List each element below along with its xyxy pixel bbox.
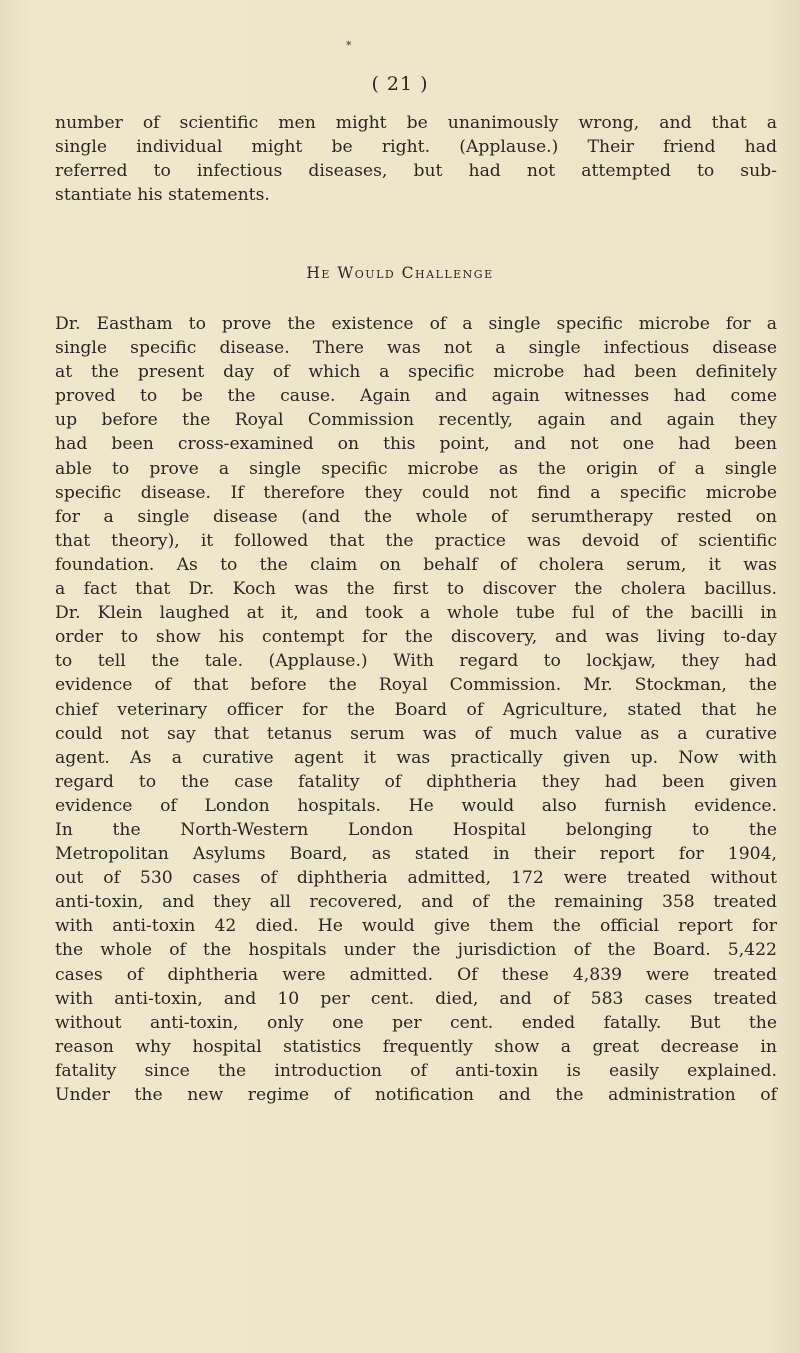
page-number: ( 21 ) (371, 73, 429, 95)
text-line: In the North-Western London Hospital belonging to the (55, 819, 777, 840)
text-line: regard to the case fatality of diphtheria they had been given (55, 771, 777, 792)
paragraph-1 (55, 111, 777, 207)
text-line: had been cross-examined on this point, and not one had been (55, 434, 777, 455)
text-line: evidence of London hospitals. He would also furnish evidence. (55, 795, 777, 816)
text-line: could not say that tetanus serum was of much value as a curative (55, 723, 777, 744)
text-line: agent. As a curative agent it was practically given up. Now with (55, 747, 777, 768)
text-line: number of scientific men might be unanimously wrong, and that a (55, 113, 777, 133)
text-line: single specific disease. There was not a single infectious disease (55, 338, 777, 359)
section-heading: He Would Challenge (306, 264, 494, 282)
text-line: that theory), it followed that the practice was devoid of scientific (55, 530, 777, 551)
text-line: cases of diphtheria were admitted. Of these 4,839 were treated (55, 964, 777, 985)
text-line: chief veterinary officer for the Board of Agriculture, stated that he (55, 699, 777, 720)
text-line: evidence of that before the Royal Commission. Mr. Stockman, the (55, 675, 777, 696)
paragraph-2 (55, 312, 777, 1107)
text-line: Under the new regime of notification and the administration of (55, 1085, 777, 1105)
text-line: for a single disease (and the whole of serumtherapy rested on (55, 506, 777, 527)
text-line: at the present day of which a specific microbe had been definitely (55, 362, 777, 383)
text-line: order to show his contempt for the discovery, and was living to-day (55, 627, 777, 648)
text-line: to tell the tale. (Applause.) With regard to lockjaw, they had (55, 651, 777, 672)
text-line: out of 530 cases of diphtheria admitted, 172 were treated without (55, 868, 777, 889)
text-line: specific disease. If therefore they could not find a specific microbe (55, 482, 777, 503)
text-line: the whole of the hospitals under the jurisdiction of the Board. 5,422 (55, 940, 777, 961)
text-line: with anti-toxin 42 died. He would give them the official report for (55, 916, 777, 937)
text-line: single individual might be right. (Applause.) Their friend had (55, 137, 777, 158)
printer-mark: * (346, 39, 352, 52)
text-line: a fact that Dr. Koch was the first to discover the cholera bacillus. (55, 579, 777, 600)
text-line: foundation. As to the claim on behalf of cholera serum, it was (55, 554, 777, 575)
text-line: stantiate his statements. (55, 185, 270, 206)
text-line: without anti-toxin, only one per cent. ended fatally. But the (55, 1012, 777, 1033)
text-line: proved to be the cause. Again and again witnesses had come (55, 386, 777, 407)
text-line: Dr. Eastham to prove the existence of a single specific microbe for a (55, 314, 777, 334)
text-line: with anti-toxin, and 10 per cent. died, and of 583 cases treated (55, 988, 777, 1009)
text-line: referred to infectious diseases, but had not attempted to sub- (55, 161, 777, 182)
text-line: able to prove a single specific microbe as the origin of a single (55, 458, 777, 479)
text-line: anti-toxin, and they all recovered, and of the remaining 358 treated (55, 892, 777, 913)
text-line: fatality since the introduction of anti-toxin is easily explained. (55, 1060, 777, 1081)
text-line: reason why hospital statistics frequently show a great decrease in (55, 1036, 777, 1057)
text-line: Metropolitan Asylums Board, as stated in their report for 1904, (55, 844, 777, 865)
text-line: Dr. Klein laughed at it, and took a whole tube ful of the bacilli in (55, 603, 777, 624)
text-line: up before the Royal Commission recently, again and again they (55, 410, 777, 431)
